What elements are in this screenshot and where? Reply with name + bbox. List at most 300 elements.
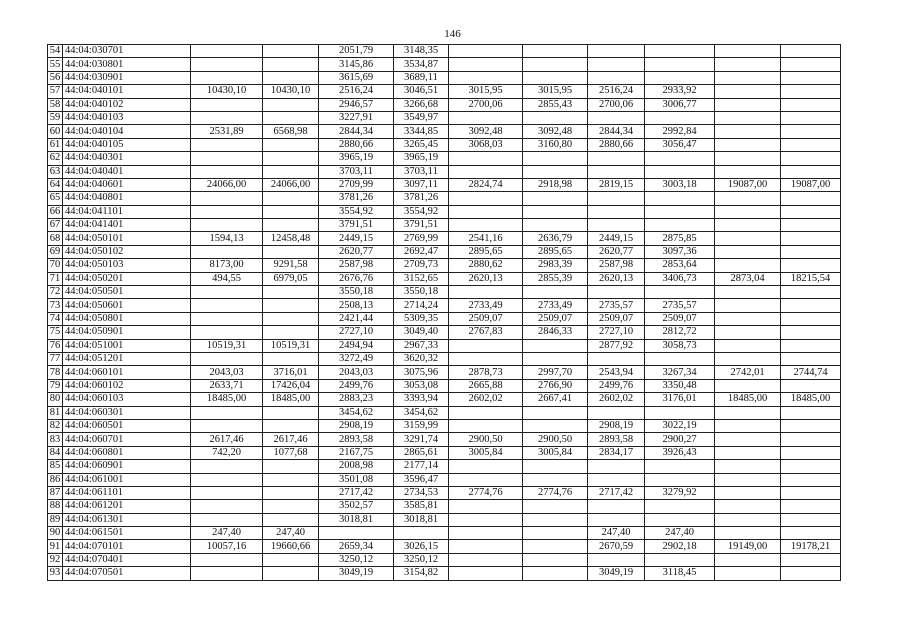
value-cell: 3596,47 (394, 473, 449, 486)
table-row (48, 111, 841, 124)
value-cell: 2865,61 (394, 446, 449, 459)
table-row (48, 152, 841, 165)
value-cell (715, 138, 781, 151)
value-cell (781, 567, 841, 580)
value-cell (715, 219, 781, 232)
value-cell: 2051,79 (319, 45, 394, 58)
value-cell: 2895,65 (449, 245, 523, 258)
value-cell: 6979,05 (263, 272, 319, 285)
value-cell (191, 312, 263, 325)
cadastral-code: 44:04:070101 (63, 540, 191, 553)
value-cell: 3018,81 (319, 513, 394, 526)
value-cell (715, 500, 781, 513)
value-cell: 18485,00 (263, 393, 319, 406)
value-cell (191, 553, 263, 566)
cadastral-code: 44:04:040401 (63, 165, 191, 178)
table-row (48, 366, 841, 379)
value-cell: 2617,46 (191, 433, 263, 446)
value-cell: 3585,81 (394, 500, 449, 513)
value-cell (588, 473, 645, 486)
value-cell: 247,40 (588, 527, 645, 540)
value-cell: 2908,19 (588, 419, 645, 432)
value-cell (645, 45, 715, 58)
row-number: 57 (48, 85, 63, 98)
value-cell: 3056,47 (645, 138, 715, 151)
row-number: 65 (48, 192, 63, 205)
value-cell: 2855,39 (523, 272, 588, 285)
value-cell: 2714,24 (394, 299, 449, 312)
cadastral-code: 44:04:040601 (63, 178, 191, 191)
value-cell: 2812,72 (645, 326, 715, 339)
cadastral-code: 44:04:050901 (63, 326, 191, 339)
value-cell (781, 527, 841, 540)
table-row (48, 272, 841, 285)
table-row (48, 125, 841, 138)
value-cell (715, 312, 781, 325)
cadastral-code: 44:04:040103 (63, 111, 191, 124)
table-row (48, 71, 841, 84)
value-cell (715, 446, 781, 459)
value-cell (715, 71, 781, 84)
value-cell (588, 58, 645, 71)
value-cell (588, 165, 645, 178)
value-cell (781, 125, 841, 138)
value-cell: 3049,19 (319, 567, 394, 580)
value-cell: 9291,58 (263, 259, 319, 272)
value-cell: 2997,70 (523, 366, 588, 379)
value-cell: 3022,19 (645, 419, 715, 432)
row-number: 86 (48, 473, 63, 486)
value-cell: 2767,83 (449, 326, 523, 339)
value-cell: 2880,62 (449, 259, 523, 272)
value-cell: 2834,17 (588, 446, 645, 459)
table-row (48, 312, 841, 325)
value-cell: 3118,45 (645, 567, 715, 580)
value-cell (449, 460, 523, 473)
value-cell (523, 419, 588, 432)
value-cell: 3097,36 (645, 245, 715, 258)
value-cell (191, 286, 263, 299)
value-cell: 18485,00 (781, 393, 841, 406)
value-cell: 2509,07 (449, 312, 523, 325)
value-cell (523, 460, 588, 473)
value-cell (781, 192, 841, 205)
value-cell: 5309,35 (394, 312, 449, 325)
value-cell (781, 486, 841, 499)
cadastral-code: 44:04:051201 (63, 352, 191, 365)
value-cell (781, 473, 841, 486)
table-row (48, 352, 841, 365)
cadastral-code: 44:04:061501 (63, 527, 191, 540)
value-cell: 3053,08 (394, 379, 449, 392)
value-cell (781, 513, 841, 526)
value-cell: 2900,27 (645, 433, 715, 446)
value-cell: 3926,43 (645, 446, 715, 459)
value-cell: 247,40 (645, 527, 715, 540)
value-cell: 2992,84 (645, 125, 715, 138)
value-cell (781, 419, 841, 432)
value-cell: 1594,13 (191, 232, 263, 245)
value-cell (588, 45, 645, 58)
value-cell (645, 219, 715, 232)
value-cell (588, 286, 645, 299)
value-cell: 3148,35 (394, 45, 449, 58)
value-cell (523, 205, 588, 218)
value-cell (715, 259, 781, 272)
table-row (48, 245, 841, 258)
value-cell: 3502,57 (319, 500, 394, 513)
value-cell: 3097,11 (394, 178, 449, 191)
table-row (48, 165, 841, 178)
value-cell (191, 98, 263, 111)
value-cell: 2875,85 (645, 232, 715, 245)
value-cell (715, 473, 781, 486)
value-cell: 2509,07 (645, 312, 715, 325)
value-cell: 19149,00 (715, 540, 781, 553)
value-cell: 3781,26 (319, 192, 394, 205)
value-cell: 3250,12 (394, 553, 449, 566)
value-cell (523, 500, 588, 513)
value-cell: 12458,48 (263, 232, 319, 245)
value-cell (781, 45, 841, 58)
value-cell (191, 473, 263, 486)
row-number: 77 (48, 352, 63, 365)
cadastral-code: 44:04:040801 (63, 192, 191, 205)
value-cell (715, 352, 781, 365)
cadastral-code: 44:04:050201 (63, 272, 191, 285)
row-number: 83 (48, 433, 63, 446)
value-cell (191, 245, 263, 258)
value-cell (715, 460, 781, 473)
table-row (48, 460, 841, 473)
value-cell (781, 286, 841, 299)
value-cell: 3781,26 (394, 192, 449, 205)
value-cell (191, 352, 263, 365)
value-cell: 18485,00 (715, 393, 781, 406)
value-cell (263, 205, 319, 218)
value-cell: 3716,01 (263, 366, 319, 379)
row-number: 58 (48, 98, 63, 111)
value-cell: 2742,01 (715, 366, 781, 379)
value-cell: 8173,00 (191, 259, 263, 272)
value-cell (449, 58, 523, 71)
value-cell: 2883,23 (319, 393, 394, 406)
value-cell (715, 111, 781, 124)
table-row (48, 500, 841, 513)
value-cell: 3006,77 (645, 98, 715, 111)
value-cell: 247,40 (263, 527, 319, 540)
value-cell (263, 45, 319, 58)
value-cell (523, 352, 588, 365)
value-cell: 2499,76 (588, 379, 645, 392)
value-cell (781, 299, 841, 312)
value-cell (523, 527, 588, 540)
value-cell (588, 111, 645, 124)
value-cell (449, 205, 523, 218)
value-cell: 2508,13 (319, 299, 394, 312)
value-cell (645, 460, 715, 473)
value-cell (645, 152, 715, 165)
value-cell: 2844,34 (319, 125, 394, 138)
value-cell: 2499,76 (319, 379, 394, 392)
row-number: 92 (48, 553, 63, 566)
value-cell (715, 379, 781, 392)
cadastral-code: 44:04:040102 (63, 98, 191, 111)
value-cell: 3965,19 (394, 152, 449, 165)
value-cell (588, 406, 645, 419)
value-cell (191, 406, 263, 419)
table-row (48, 286, 841, 299)
row-number: 66 (48, 205, 63, 218)
value-cell (781, 138, 841, 151)
cadastral-code: 44:04:070401 (63, 553, 191, 566)
value-cell (715, 339, 781, 352)
value-cell (449, 111, 523, 124)
value-cell (263, 500, 319, 513)
table-row (48, 299, 841, 312)
value-cell: 18215,54 (781, 272, 841, 285)
row-number: 90 (48, 527, 63, 540)
value-cell (588, 352, 645, 365)
cadastral-value-table (47, 44, 841, 581)
value-cell: 2855,43 (523, 98, 588, 111)
table-row (48, 433, 841, 446)
value-cell: 2531,89 (191, 125, 263, 138)
value-cell: 3265,45 (394, 138, 449, 151)
value-cell (781, 446, 841, 459)
value-cell: 2043,03 (191, 366, 263, 379)
value-cell: 1077,68 (263, 446, 319, 459)
value-cell: 2873,04 (715, 272, 781, 285)
value-cell (263, 326, 319, 339)
value-cell (523, 567, 588, 580)
cadastral-code: 44:04:060101 (63, 366, 191, 379)
value-cell: 3549,97 (394, 111, 449, 124)
value-cell (715, 513, 781, 526)
value-cell (781, 232, 841, 245)
value-cell (781, 85, 841, 98)
value-cell: 3092,48 (523, 125, 588, 138)
value-cell: 2895,65 (523, 245, 588, 258)
value-cell: 2167,75 (319, 446, 394, 459)
value-cell (263, 299, 319, 312)
value-cell (781, 205, 841, 218)
value-cell (588, 71, 645, 84)
value-cell (781, 406, 841, 419)
value-cell (645, 406, 715, 419)
value-cell: 2853,64 (645, 259, 715, 272)
value-cell: 2620,77 (319, 245, 394, 258)
value-cell (715, 419, 781, 432)
value-cell: 2421,44 (319, 312, 394, 325)
value-cell (523, 406, 588, 419)
value-cell (191, 165, 263, 178)
value-cell: 3791,51 (319, 219, 394, 232)
value-cell (781, 259, 841, 272)
table-row (48, 419, 841, 432)
value-cell (523, 111, 588, 124)
cadastral-code: 44:04:070501 (63, 567, 191, 580)
value-cell (263, 98, 319, 111)
value-cell: 742,20 (191, 446, 263, 459)
row-number: 74 (48, 312, 63, 325)
row-number: 85 (48, 460, 63, 473)
row-number: 78 (48, 366, 63, 379)
row-number: 63 (48, 165, 63, 178)
table-row (48, 406, 841, 419)
value-cell (191, 299, 263, 312)
value-cell: 2509,07 (523, 312, 588, 325)
table-row (48, 393, 841, 406)
cadastral-code: 44:04:050801 (63, 312, 191, 325)
value-cell (781, 219, 841, 232)
value-cell (263, 286, 319, 299)
value-cell: 3406,73 (645, 272, 715, 285)
value-cell (191, 71, 263, 84)
value-cell (263, 312, 319, 325)
value-cell (781, 58, 841, 71)
value-cell (645, 205, 715, 218)
value-cell: 2633,71 (191, 379, 263, 392)
value-cell (715, 527, 781, 540)
value-cell: 3266,68 (394, 98, 449, 111)
value-cell (191, 513, 263, 526)
value-cell: 2636,79 (523, 232, 588, 245)
value-cell: 3075,96 (394, 366, 449, 379)
value-cell: 2516,24 (319, 85, 394, 98)
cadastral-code: 44:04:050102 (63, 245, 191, 258)
value-cell (781, 433, 841, 446)
table-row (48, 446, 841, 459)
table-row (48, 232, 841, 245)
cadastral-code: 44:04:060701 (63, 433, 191, 446)
cadastral-code: 44:04:030701 (63, 45, 191, 58)
value-cell (449, 286, 523, 299)
cadastral-code: 44:04:060301 (63, 406, 191, 419)
row-number: 69 (48, 245, 63, 258)
value-cell (588, 192, 645, 205)
value-cell: 3689,11 (394, 71, 449, 84)
value-cell: 2769,99 (394, 232, 449, 245)
row-number: 93 (48, 567, 63, 580)
row-number: 62 (48, 152, 63, 165)
value-cell: 2676,76 (319, 272, 394, 285)
value-cell: 2774,76 (449, 486, 523, 499)
value-cell: 2709,73 (394, 259, 449, 272)
value-cell: 3159,99 (394, 419, 449, 432)
row-number: 75 (48, 326, 63, 339)
value-cell: 3703,11 (394, 165, 449, 178)
table-row (48, 259, 841, 272)
cadastral-code: 44:04:060801 (63, 446, 191, 459)
value-cell: 2933,92 (645, 85, 715, 98)
value-cell (715, 85, 781, 98)
row-number: 68 (48, 232, 63, 245)
value-cell (645, 192, 715, 205)
value-cell: 3068,03 (449, 138, 523, 151)
value-cell: 2717,42 (319, 486, 394, 499)
value-cell: 2744,74 (781, 366, 841, 379)
value-cell: 10057,16 (191, 540, 263, 553)
value-cell: 2177,14 (394, 460, 449, 473)
value-cell (263, 58, 319, 71)
value-cell: 3344,85 (394, 125, 449, 138)
value-cell: 2617,46 (263, 433, 319, 446)
value-cell: 3092,48 (449, 125, 523, 138)
table-row (48, 473, 841, 486)
value-cell (645, 513, 715, 526)
value-cell (263, 473, 319, 486)
value-cell: 2602,02 (449, 393, 523, 406)
value-cell (449, 513, 523, 526)
value-cell (588, 553, 645, 566)
value-cell: 2602,02 (588, 393, 645, 406)
value-cell (523, 540, 588, 553)
value-cell (263, 352, 319, 365)
cadastral-code: 44:04:030801 (63, 58, 191, 71)
value-cell (715, 326, 781, 339)
value-cell: 2665,88 (449, 379, 523, 392)
cadastral-code: 44:04:041401 (63, 219, 191, 232)
value-cell (781, 165, 841, 178)
row-number: 64 (48, 178, 63, 191)
value-cell: 2824,74 (449, 178, 523, 191)
table-row (48, 553, 841, 566)
cadastral-code: 44:04:040104 (63, 125, 191, 138)
value-cell: 2494,94 (319, 339, 394, 352)
cadastral-code: 44:04:061001 (63, 473, 191, 486)
cadastral-code: 44:04:050601 (63, 299, 191, 312)
value-cell: 19660,66 (263, 540, 319, 553)
value-cell: 3350,48 (645, 379, 715, 392)
value-cell (645, 473, 715, 486)
value-cell: 3046,51 (394, 85, 449, 98)
table-row (48, 138, 841, 151)
value-cell (263, 553, 319, 566)
value-cell: 2735,57 (645, 299, 715, 312)
value-cell (588, 152, 645, 165)
cadastral-code: 44:04:050501 (63, 286, 191, 299)
value-cell (781, 339, 841, 352)
value-cell: 19087,00 (781, 178, 841, 191)
cadastral-code: 44:04:061301 (63, 513, 191, 526)
value-cell: 3005,84 (449, 446, 523, 459)
table-body (48, 45, 841, 581)
value-cell: 2774,76 (523, 486, 588, 499)
page-number: 146 (444, 28, 461, 40)
value-cell (645, 71, 715, 84)
value-cell: 2717,42 (588, 486, 645, 499)
value-cell: 3554,92 (319, 205, 394, 218)
value-cell (645, 352, 715, 365)
table-row (48, 513, 841, 526)
value-cell (715, 152, 781, 165)
value-cell (523, 473, 588, 486)
value-cell (449, 540, 523, 553)
value-cell: 2620,13 (449, 272, 523, 285)
value-cell: 17426,04 (263, 379, 319, 392)
value-cell: 2449,15 (588, 232, 645, 245)
cadastral-code: 44:04:040301 (63, 152, 191, 165)
value-cell (715, 299, 781, 312)
value-cell: 2659,34 (319, 540, 394, 553)
value-cell: 10430,10 (191, 85, 263, 98)
row-number: 56 (48, 71, 63, 84)
cadastral-code: 44:04:041101 (63, 205, 191, 218)
value-cell (263, 71, 319, 84)
cadastral-code: 44:04:060103 (63, 393, 191, 406)
value-cell (715, 205, 781, 218)
